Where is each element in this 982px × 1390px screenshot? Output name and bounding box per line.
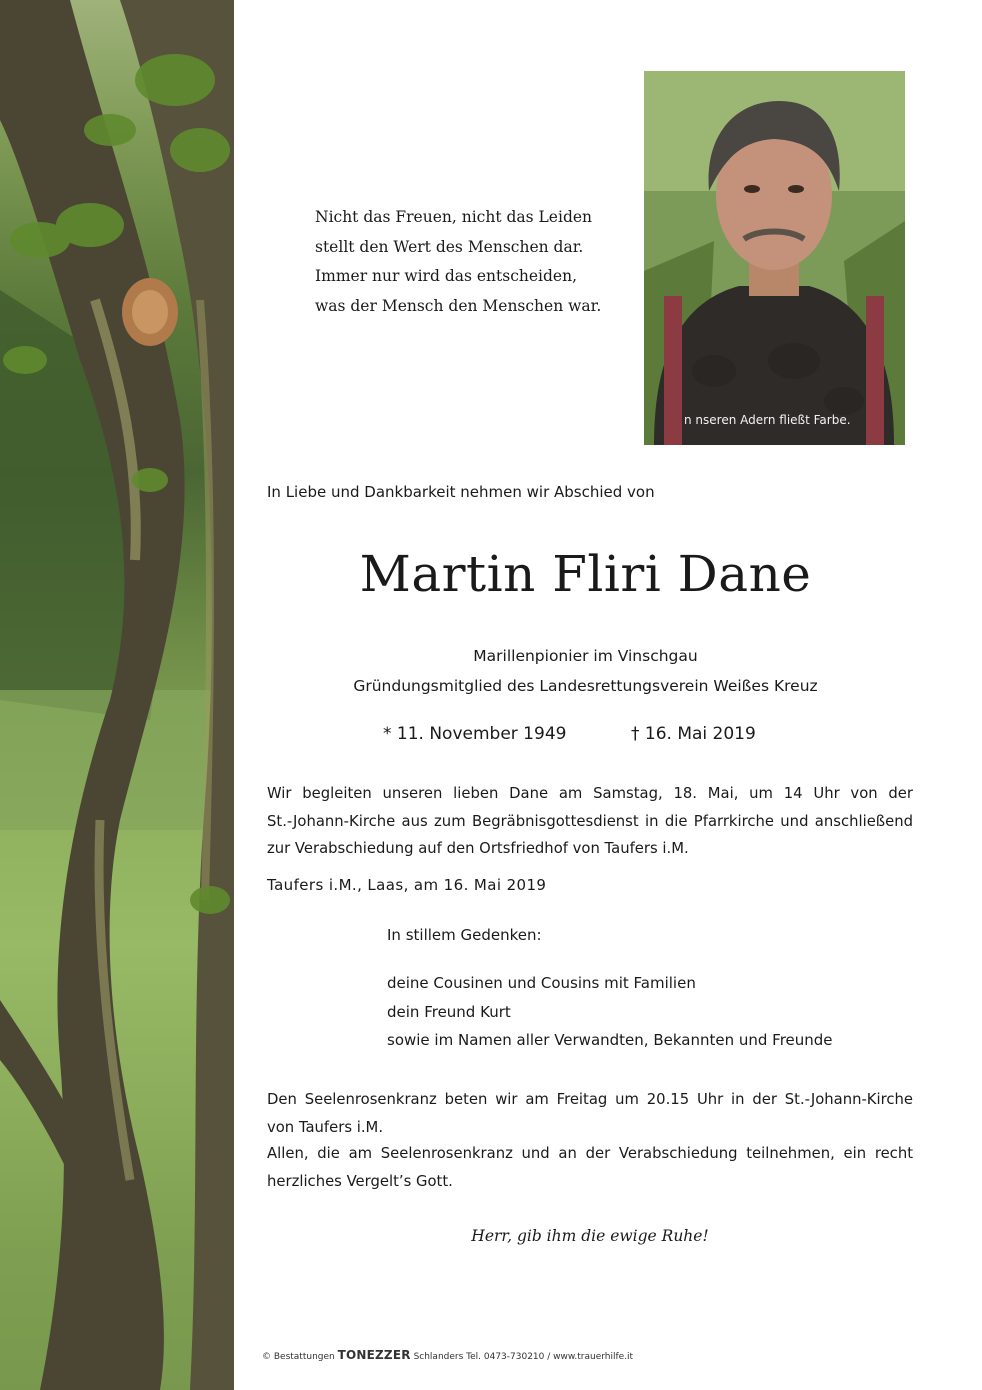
- paragraph-line: Den Seelenrosenkranz beten wir am Freitag um 20.15 Uhr in der St.-Johann-Kirche: [267, 1091, 913, 1108]
- deceased-name: Martin Fliri Dane: [359, 545, 812, 603]
- mourner-line: deine Cousinen und Cousins mit Familien: [387, 974, 696, 992]
- thanks-paragraph: [267, 1140, 913, 1195]
- footer-prefix: © Bestattungen: [262, 1352, 335, 1362]
- deceased-subtitle: Marillenpionier im Vinschgau: [473, 647, 698, 665]
- poem-line: was der Mensch den Menschen war.: [315, 296, 602, 315]
- mourners-list: [387, 969, 833, 1055]
- poem: [315, 203, 601, 321]
- paragraph-line: zur Verabschiedung auf den Ortsfriedhof von Taufers i.M.: [267, 840, 689, 857]
- paragraph-line: St.-Johann-Kirche aus zum Begräbnisgottesdienst in die Pfarrkirche und anschließend: [267, 812, 913, 830]
- birth-date: * 11. November 1949: [383, 724, 567, 744]
- poem-line: Nicht das Freuen, nicht das Leiden: [315, 208, 593, 226]
- closing-prayer: Herr, gib ihm die ewige Ruhe!: [471, 1227, 709, 1245]
- tree-photo: [0, 0, 234, 1390]
- place-date: Taufers i.M., Laas, am 16. Mai 2019: [267, 876, 547, 894]
- paragraph-line: von Taufers i.M.: [267, 1118, 384, 1136]
- portrait-illustration: [644, 71, 905, 445]
- footer-brand: TONEZZER: [337, 1348, 411, 1362]
- footer-suffix: Schlanders Tel. 0473-730210 / www.trauerhilfe.it: [413, 1352, 634, 1362]
- deceased-subtitle: Gründungsmitglied des Landesrettungsverein Weißes Kreuz: [353, 677, 818, 695]
- in-memory-heading: In stillem Gedenken:: [387, 926, 542, 944]
- portrait-photo: [644, 71, 905, 445]
- tree-illustration: [0, 0, 234, 1390]
- funeral-paragraph: [267, 780, 913, 863]
- intro-text: In Liebe und Dankbarkeit nehmen wir Abschied von: [267, 483, 655, 501]
- footer-credit: [262, 1348, 633, 1362]
- paragraph-line: herzliches Vergelt’s Gott.: [267, 1172, 453, 1190]
- paragraph-line: Wir begleiten unseren lieben Dane am Samstag, 18. Mai, um 14 Uhr von der: [267, 785, 913, 802]
- mourner-line: dein Freund Kurt: [387, 1002, 511, 1021]
- rosary-paragraph: [267, 1086, 913, 1141]
- death-date: † 16. Mai 2019: [631, 724, 756, 744]
- poem-line: stellt den Wert des Menschen dar.: [315, 237, 584, 256]
- mourner-line: sowie im Namen aller Verwandten, Bekannten und Freunde: [387, 1031, 833, 1049]
- shirt-print-text: n nseren Adern fließt Farbe.: [684, 413, 851, 427]
- poem-line: Immer nur wird das entscheiden,: [315, 267, 577, 285]
- paragraph-line: Allen, die am Seelenrosenkranz und an der Verabschiedung teilnehmen, ein recht: [267, 1145, 913, 1162]
